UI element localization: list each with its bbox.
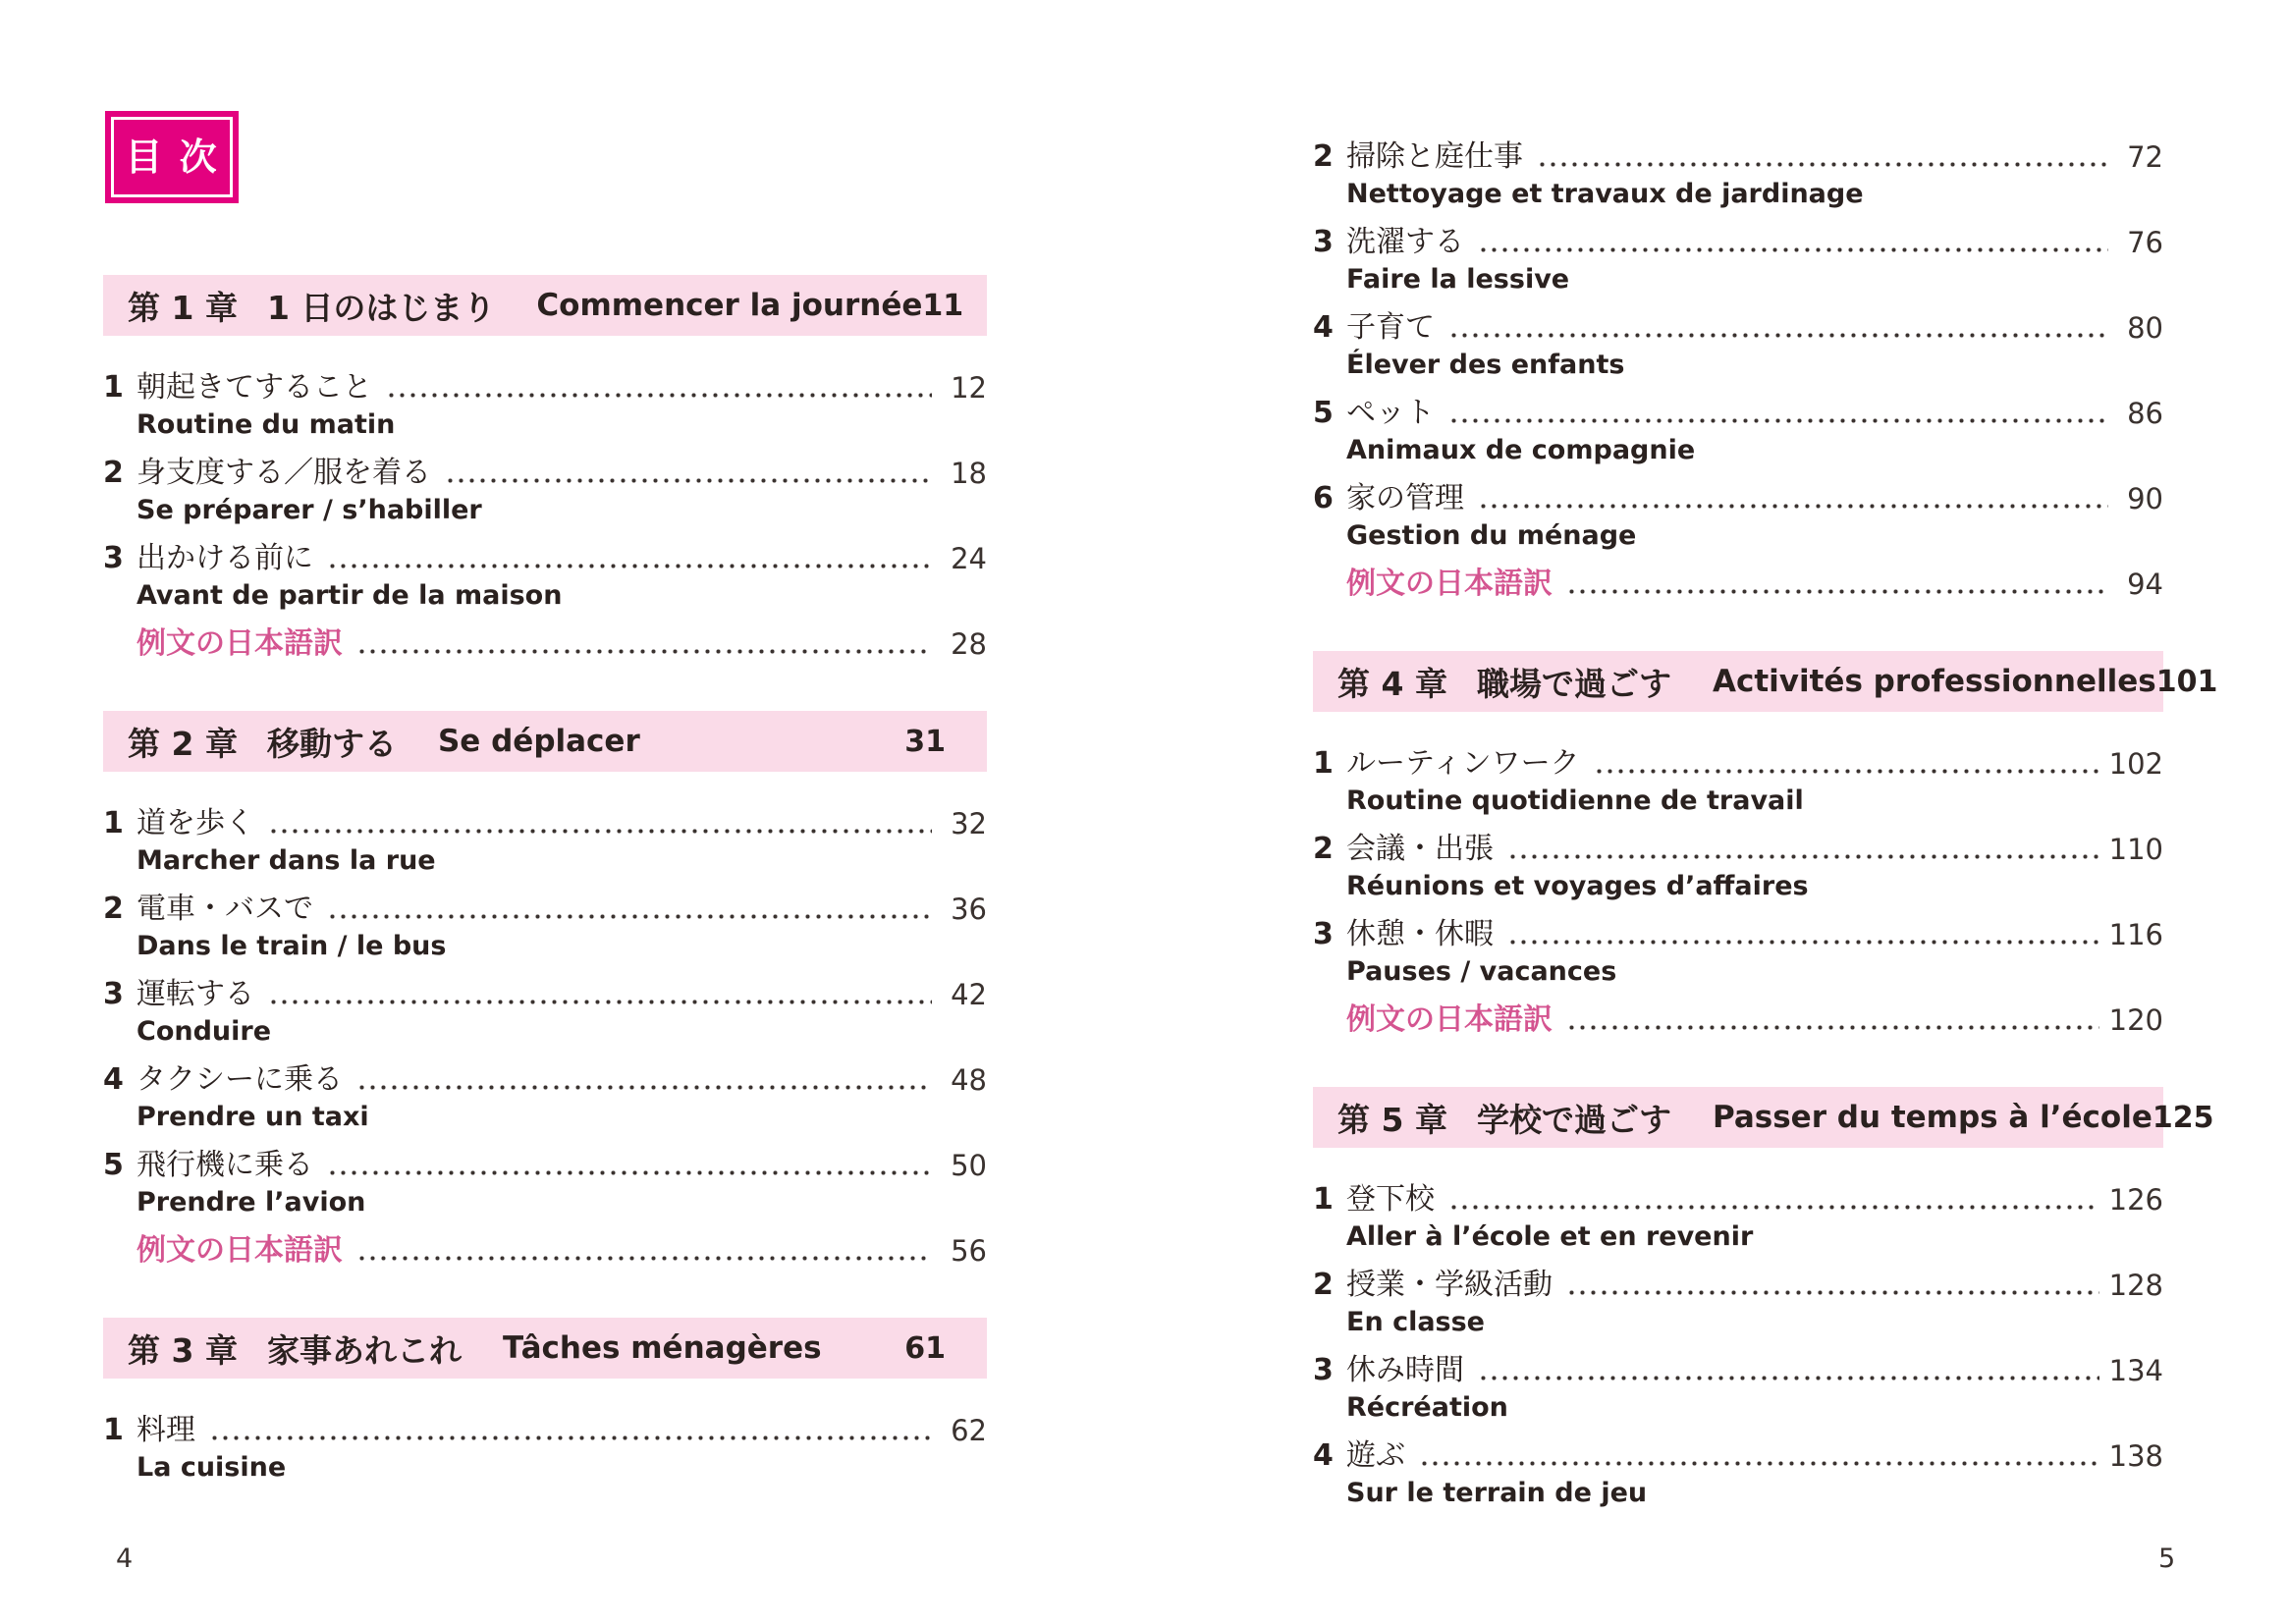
dot-leader	[1507, 830, 2099, 869]
toc-entry	[103, 1060, 987, 1135]
entry-title-ja: 例文の日本語訳	[1346, 567, 1553, 601]
dot-leader	[356, 1060, 932, 1100]
toc-entry-line	[1313, 308, 2163, 348]
entry-page-number: 12	[951, 371, 987, 405]
entry-number: 4	[103, 1062, 124, 1097]
dot-leader	[1448, 308, 2108, 348]
entry-number: 4	[1313, 310, 1334, 345]
toc-entry-line	[1313, 137, 2163, 177]
dot-leader	[1448, 1180, 2099, 1219]
toc-entry-line	[103, 975, 987, 1014]
toc-entry	[1313, 308, 2163, 383]
entry-page-number: 18	[951, 457, 987, 490]
toc-column-left	[103, 275, 987, 1496]
entry-page-number: 134	[2108, 1354, 2163, 1387]
toc-entry-line	[1313, 1436, 2163, 1476]
chapter-header	[1313, 651, 2218, 712]
entry-title-ja: 例文の日本語訳	[136, 1233, 343, 1268]
entry-number: 5	[1313, 396, 1334, 430]
chapter-title-ja: 学校で過ごす	[1476, 1100, 1671, 1139]
chapter-label: 第 5 章	[1337, 1100, 1447, 1139]
entry-page-number: 102	[2108, 747, 2163, 781]
chapter-title-fr: Passer du temps à l’école	[1712, 1100, 2153, 1135]
chapter-page-number: 101	[2155, 664, 2218, 699]
entry-title-ja: 電車・バスで	[136, 892, 313, 926]
dot-leader	[1448, 394, 2108, 433]
entry-number: 3	[1313, 1353, 1334, 1387]
entry-title-fr: Animaux de compagnie	[1346, 435, 1696, 465]
entry-title-ja: 朝起きてすること	[136, 370, 372, 405]
entry-title-ja: 例文の日本語訳	[136, 626, 343, 661]
entry-title-fr: Aller à l’école et en revenir	[1346, 1221, 1754, 1252]
toc-entry-line	[1313, 479, 2163, 518]
entry-number: 1	[103, 806, 124, 840]
entry-page-number: 28	[951, 627, 987, 661]
entry-title-fr: Se préparer / s’habiller	[136, 495, 482, 525]
toc-entry	[103, 454, 987, 528]
entry-title-fr: Faire la lessive	[1346, 264, 1570, 295]
toc-entry	[1313, 1351, 2163, 1426]
dot-leader	[268, 804, 932, 843]
chapter-title-fr: Commencer la journée	[536, 288, 923, 323]
reibun-entry	[1313, 565, 2163, 604]
entry-title-ja: 授業・学級活動	[1346, 1268, 1553, 1302]
entry-number: 2	[103, 892, 124, 926]
toc-entry	[103, 1411, 987, 1486]
toc-entry	[1313, 394, 2163, 468]
entry-title-ja: 例文の日本語訳	[1346, 1002, 1553, 1037]
toc-entry	[1313, 830, 2163, 904]
toc-entry-line	[1313, 1351, 2163, 1390]
dot-leader	[327, 539, 932, 578]
entry-number: 3	[1313, 917, 1334, 951]
dot-leader	[386, 368, 932, 407]
chapter-label: 第 1 章	[128, 288, 238, 327]
entry-page-number: 56	[951, 1234, 987, 1268]
dot-leader	[1594, 744, 2099, 784]
reibun-entry	[103, 1231, 987, 1271]
dot-leader	[356, 1231, 932, 1271]
entry-title-ja: 掃除と庭仕事	[1346, 139, 1523, 174]
entry-number: 2	[1313, 1268, 1334, 1302]
toc-entry-line	[103, 1231, 987, 1271]
toc-entry	[1313, 223, 2163, 298]
entry-title-fr: Nettoyage et travaux de jardinage	[1346, 179, 1864, 209]
entry-title-fr: Récréation	[1346, 1392, 1508, 1423]
toc-entry-line	[1313, 394, 2163, 433]
entry-title-fr: Gestion du ménage	[1346, 520, 1637, 551]
entry-title-fr: Sur le terrain de jeu	[1346, 1478, 1648, 1508]
chapter-title-ja: 1 日のはじまり	[266, 288, 496, 327]
toc-title-box	[105, 111, 239, 203]
chapter-title-fr: Activités professionnelles	[1712, 664, 2156, 699]
dot-leader	[445, 454, 932, 493]
toc-entry-line	[1313, 1180, 2163, 1219]
entry-page-number: 80	[2127, 311, 2163, 345]
entry-title-ja: 登下校	[1346, 1182, 1435, 1217]
dot-leader	[1507, 915, 2099, 954]
chapter-header	[103, 711, 987, 772]
entry-title-ja: 料理	[136, 1413, 195, 1447]
entry-title-ja: 身支度する／服を着る	[136, 456, 431, 490]
entry-number: 2	[103, 456, 124, 490]
chapter-title-ja: 移動する	[266, 724, 397, 763]
toc-entry-line	[1313, 565, 2163, 604]
toc-entry-line	[103, 890, 987, 929]
dot-leader	[1566, 1266, 2099, 1305]
toc-entry	[103, 368, 987, 443]
toc-entry	[1313, 137, 2163, 212]
dot-leader	[1537, 137, 2108, 177]
entry-page-number: 138	[2108, 1439, 2163, 1473]
dot-leader	[327, 890, 932, 929]
entry-title-fr: Routine du matin	[136, 409, 396, 440]
entry-number: 1	[1313, 1182, 1334, 1217]
toc-entry-line	[103, 1411, 987, 1450]
toc-entry	[1313, 915, 2163, 990]
entry-number: 2	[1313, 832, 1334, 866]
chapter-page-number: 125	[2152, 1100, 2214, 1135]
dot-leader	[1419, 1436, 2099, 1476]
entry-title-ja: 子育て	[1346, 310, 1435, 345]
toc-entry-line	[1313, 1266, 2163, 1305]
entry-title-ja: 飛行機に乗る	[136, 1148, 313, 1182]
chapter-label: 第 2 章	[128, 724, 238, 763]
chapter-page-number: 61	[904, 1330, 946, 1366]
entry-title-fr: La cuisine	[136, 1452, 287, 1483]
entry-title-fr: En classe	[1346, 1307, 1485, 1337]
entry-number: 2	[1313, 139, 1334, 174]
chapter-title-fr: Tâches ménagères	[502, 1330, 822, 1366]
chapter-page-number: 31	[904, 724, 946, 759]
entry-number: 1	[103, 1413, 124, 1447]
chapter-header	[103, 275, 987, 336]
entry-page-number: 72	[2127, 140, 2163, 174]
chapter-label: 第 3 章	[128, 1330, 238, 1370]
entry-title-ja: 家の管理	[1346, 481, 1464, 515]
toc-entry	[103, 539, 987, 614]
entry-number: 6	[1313, 481, 1334, 515]
entry-title-fr: Élever des enfants	[1346, 350, 1625, 380]
toc-entry	[1313, 744, 2163, 819]
chapter-title-ja: 職場で過ごす	[1476, 664, 1671, 703]
entry-number: 3	[103, 541, 124, 575]
entry-title-fr: Prendre un taxi	[136, 1102, 369, 1132]
toc-entry	[1313, 479, 2163, 554]
entry-page-number: 50	[951, 1149, 987, 1182]
chapter-header	[103, 1318, 987, 1379]
toc-entry-line	[103, 624, 987, 664]
entry-number: 4	[1313, 1438, 1334, 1473]
chapter-title-ja: 家事あれこれ	[266, 1330, 462, 1370]
entry-page-number: 48	[951, 1063, 987, 1097]
entry-title-ja: 遊ぶ	[1346, 1438, 1405, 1473]
toc-entry	[1313, 1436, 2163, 1511]
toc-entry-line	[1313, 1001, 2163, 1040]
chapter-label: 第 4 章	[1337, 664, 1447, 703]
entry-title-fr: Marcher dans la rue	[136, 845, 436, 876]
toc-title-label: 目 次	[125, 135, 219, 179]
entry-page-number: 86	[2127, 397, 2163, 430]
entry-page-number: 42	[951, 978, 987, 1011]
entry-page-number: 126	[2108, 1183, 2163, 1217]
entry-number: 1	[103, 370, 124, 405]
entry-number: 1	[1313, 746, 1334, 781]
dot-leader	[268, 975, 932, 1014]
toc-entry-line	[1313, 915, 2163, 954]
toc-entry-line	[1313, 223, 2163, 262]
entry-title-ja: 休憩・休暇	[1346, 917, 1494, 951]
entry-title-ja: 洗濯する	[1346, 225, 1464, 259]
entry-page-number: 128	[2108, 1269, 2163, 1302]
entry-title-ja: 休み時間	[1346, 1353, 1464, 1387]
toc-entry-line	[103, 1146, 987, 1185]
toc-entry-line	[103, 1060, 987, 1100]
reibun-entry	[1313, 1001, 2163, 1040]
page-number-left: 4	[116, 1543, 134, 1574]
dot-leader	[1478, 223, 2108, 262]
dot-leader	[1566, 565, 2108, 604]
entry-title-fr: Conduire	[136, 1016, 272, 1047]
toc-entry-line	[103, 539, 987, 578]
entry-page-number: 36	[951, 893, 987, 926]
entry-page-number: 24	[951, 542, 987, 575]
dot-leader	[1566, 1001, 2099, 1040]
entry-title-ja: ルーティンワーク	[1346, 746, 1580, 781]
entry-page-number: 76	[2127, 226, 2163, 259]
dot-leader	[209, 1411, 932, 1450]
entry-title-ja: 会議・出張	[1346, 832, 1494, 866]
toc-entry	[103, 890, 987, 964]
entry-title-fr: Dans le train / le bus	[136, 931, 447, 961]
entry-page-number: 90	[2127, 482, 2163, 515]
toc-entry-line	[103, 368, 987, 407]
dot-leader	[1478, 1351, 2099, 1390]
toc-entry	[103, 1146, 987, 1220]
entry-number: 3	[103, 977, 124, 1011]
entry-title-fr: Routine quotidienne de travail	[1346, 785, 1804, 816]
entry-title-ja: 道を歩く	[136, 806, 254, 840]
entry-title-ja: タクシーに乗る	[136, 1062, 343, 1097]
toc-entry	[1313, 1266, 2163, 1340]
entry-title-ja: 出かける前に	[136, 541, 313, 575]
entry-page-number: 110	[2108, 833, 2163, 866]
toc-entry-line	[103, 454, 987, 493]
toc-entry-line	[1313, 744, 2163, 784]
entry-number: 3	[1313, 225, 1334, 259]
dot-leader	[356, 624, 932, 664]
entry-title-fr: Réunions et voyages d’affaires	[1346, 871, 1809, 901]
dot-leader	[1478, 479, 2108, 518]
page-number-right: 5	[2158, 1543, 2176, 1574]
entry-page-number: 32	[951, 807, 987, 840]
entry-title-fr: Avant de partir de la maison	[136, 580, 563, 611]
entry-page-number: 94	[2127, 568, 2163, 601]
toc-entry	[103, 975, 987, 1050]
chapter-title-fr: Se déplacer	[437, 724, 640, 759]
entry-page-number: 116	[2108, 918, 2163, 951]
reibun-entry	[103, 624, 987, 664]
entry-title-fr: Pauses / vacances	[1346, 956, 1617, 987]
entry-title-fr: Prendre l’avion	[136, 1187, 366, 1218]
chapter-header	[1313, 1087, 2214, 1148]
entry-page-number: 62	[951, 1414, 987, 1447]
toc-entry	[1313, 1180, 2163, 1255]
toc-entry	[103, 804, 987, 879]
toc-entry-line	[103, 804, 987, 843]
entry-number: 5	[103, 1148, 124, 1182]
toc-entry-line	[1313, 830, 2163, 869]
entry-title-ja: ペット	[1346, 396, 1435, 430]
entry-page-number: 120	[2108, 1003, 2163, 1037]
dot-leader	[327, 1146, 932, 1185]
entry-title-ja: 運転する	[136, 977, 254, 1011]
chapter-page-number: 11	[922, 288, 964, 323]
toc-column-right	[1313, 137, 2218, 1522]
